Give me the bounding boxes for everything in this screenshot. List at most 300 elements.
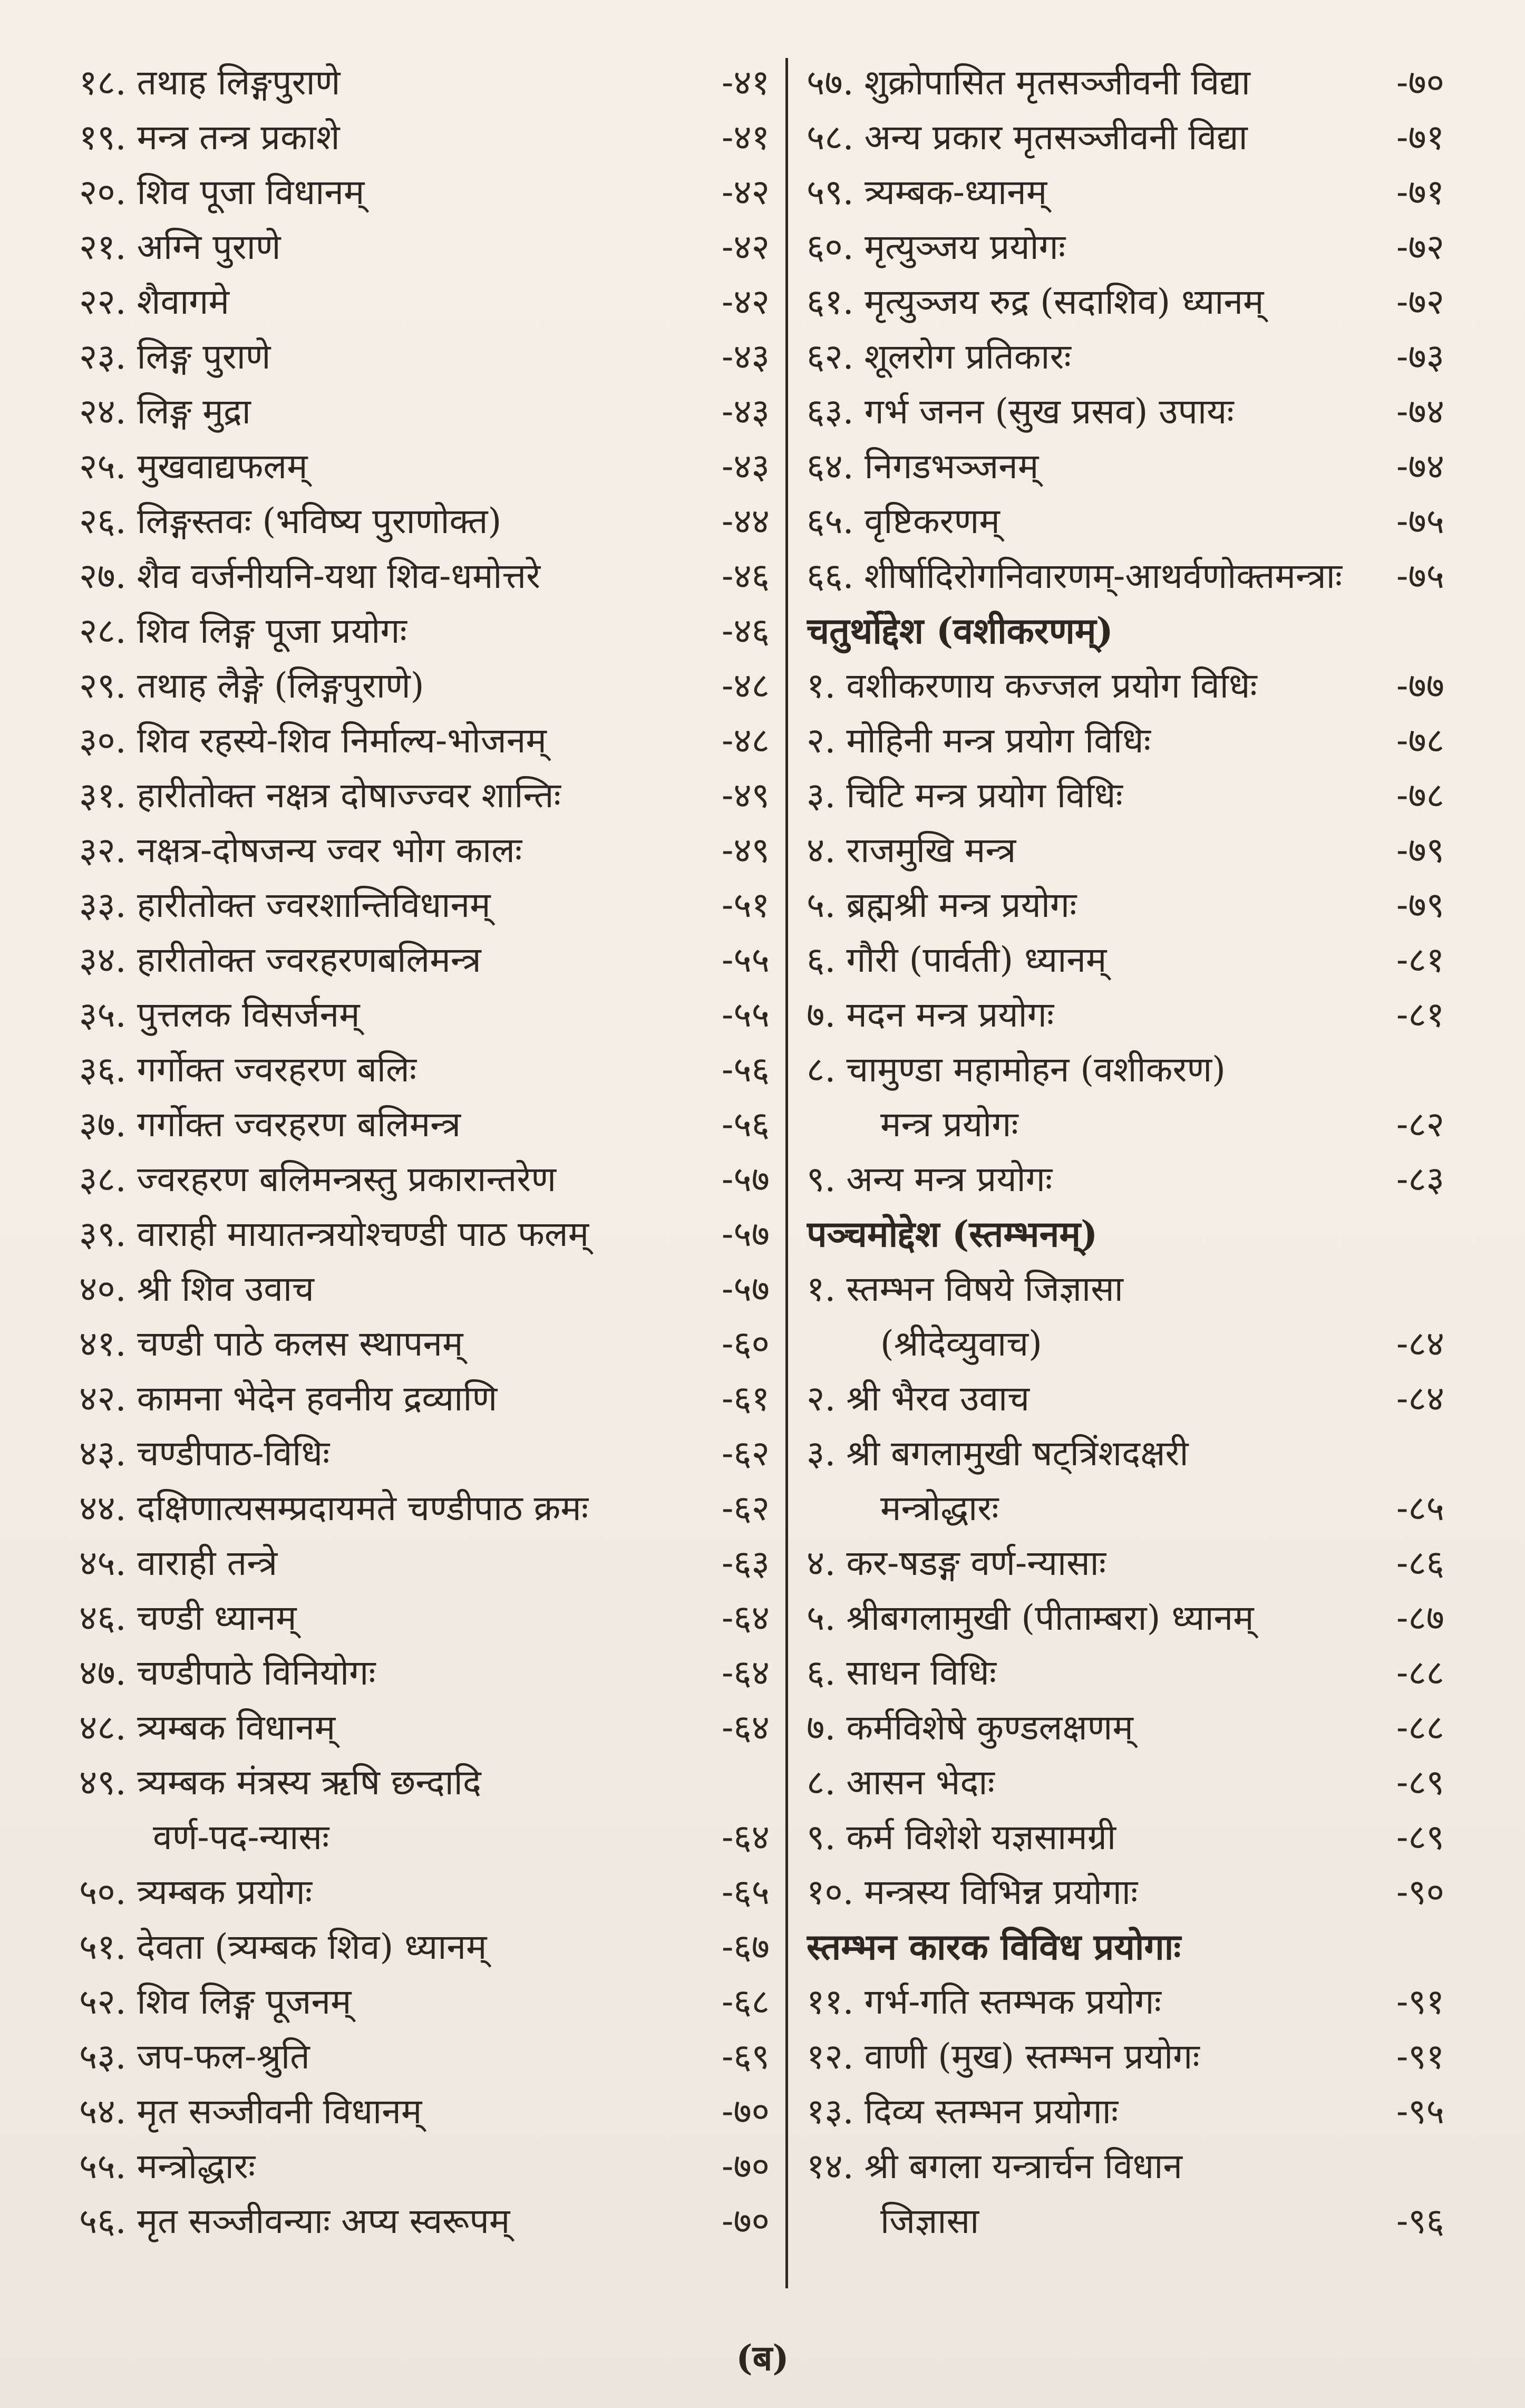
toc-entry-number: १०.	[807, 1872, 854, 1912]
toc-entry-title: राजमुखि मन्त्र	[846, 830, 1016, 871]
toc-entry-title: हारीतोक्त ज्वरहरणबलिमन्त्र	[137, 940, 481, 980]
toc-entry-page: -८१	[1396, 940, 1444, 980]
toc-entry	[807, 1042, 1444, 1097]
toc-entry-title: लिङ्ग पुराणे	[137, 336, 271, 377]
toc-entry-number: ४६.	[79, 1598, 127, 1638]
toc-entry-page: -८९	[1396, 1762, 1444, 1803]
toc-entry-title: कर-षडङ्ग वर्ण-न्यासाः	[846, 1543, 1106, 1583]
toc-entry-page: -७१	[1396, 172, 1444, 212]
toc-entry-title: कर्म विशेशे यज्ञसामग्री	[846, 1817, 1116, 1858]
toc-entry-page: -६०	[722, 1323, 770, 1364]
toc-entry-number: ९.	[807, 1817, 836, 1858]
toc-entry-title: श्री भैरव उवाच	[846, 1378, 1030, 1419]
toc-entry-title: मदन मन्त्र प्रयोगः	[846, 994, 1054, 1035]
toc-entry-title: चण्डीपाठ-विधिः	[137, 1433, 330, 1474]
toc-entry-page: -७०	[722, 2146, 770, 2187]
toc-entry-page: -७२	[1396, 282, 1444, 322]
toc-entry-page: -५१	[722, 885, 770, 925]
toc-entry-page: -७८	[1396, 775, 1444, 816]
toc-entry	[79, 165, 770, 220]
toc-entry-title: शिव लिङ्ग पूजनम्	[137, 1981, 352, 2022]
toc-entry	[79, 1371, 770, 1426]
toc-entry	[807, 768, 1444, 823]
toc-entry-page: -८२	[1396, 1104, 1444, 1145]
toc-entry-page: -८५	[1396, 1488, 1444, 1529]
toc-entry-title: ज्वरहरण बलिमन्त्रस्तु प्रकारान्तरेण	[137, 1159, 557, 1200]
toc-entry-title: पुत्तलक विसर्जनम्	[137, 994, 360, 1035]
toc-entry-number: ११.	[807, 1981, 854, 2022]
toc-entry-page: -९१	[1396, 2036, 1444, 2077]
toc-entry-title: मृत सञ्जीवनी विधानम्	[137, 2091, 422, 2132]
toc-entry-number: ६२.	[807, 336, 854, 377]
toc-entry-number: ६१.	[807, 282, 854, 322]
toc-entry	[79, 110, 770, 165]
toc-entry-number: ३७.	[79, 1104, 127, 1145]
toc-entry-page: -७९	[1396, 830, 1444, 871]
toc-entry-title: शिव रहस्ये-शिव निर्माल्य-भोजनम्	[137, 720, 547, 761]
toc-entry	[79, 1646, 770, 1700]
toc-entry	[807, 1481, 1444, 1536]
toc-entry-title: अग्नि पुराणे	[137, 227, 281, 267]
toc-entry-page: -६४	[722, 1598, 770, 1638]
toc-entry	[79, 1700, 770, 1755]
toc-entry-title: (श्रीदेव्युवाच)	[880, 1323, 1042, 1364]
toc-entry	[79, 439, 770, 494]
toc-entry	[79, 1975, 770, 2029]
toc-entry-number: २.	[807, 720, 836, 761]
toc-entry-number: ६०.	[807, 227, 854, 267]
toc-entry-page: -७५	[1396, 501, 1444, 541]
toc-entry-title: मन्त्रोद्धारः	[137, 2146, 256, 2187]
toc-entry-title: चामुण्डा महामोहन (वशीकरण)	[846, 1049, 1226, 1090]
toc-entry	[807, 1810, 1444, 1865]
toc-entry-title: श्री बगला यन्त्रार्चन विधान	[864, 2146, 1182, 2187]
toc-entry-number: ४२.	[79, 1378, 127, 1419]
toc-entry-page: -९५	[1396, 2091, 1444, 2132]
toc-entry-title: मन्त्रोद्धारः	[880, 1488, 999, 1529]
toc-entry	[807, 220, 1444, 275]
toc-entry-title: देवता (त्र्यम्बक शिव) ध्यानम्	[137, 1927, 487, 1967]
toc-entry-page: -४८	[722, 720, 770, 761]
toc-entry-page: -८९	[1396, 1817, 1444, 1858]
toc-entry-number: ४७.	[79, 1652, 127, 1693]
toc-entry	[807, 2029, 1444, 2084]
toc-entry	[79, 275, 770, 330]
toc-entry-number: ८.	[807, 1049, 836, 1090]
toc-entry	[79, 220, 770, 275]
toc-entry	[79, 494, 770, 549]
toc-entry-number: ५०.	[79, 1872, 127, 1912]
toc-entry-number: १३.	[807, 2091, 854, 2132]
toc-entry-title: तथाह लिङ्गपुराणे	[137, 62, 341, 103]
toc-entry-page: -८८	[1396, 1652, 1444, 1693]
toc-entry-title: शैव वर्जनीयनि-यथा शिव-धमोत्तरे	[137, 556, 541, 596]
toc-entry-number: ७.	[807, 1707, 836, 1748]
toc-entry-page: -८१	[1396, 994, 1444, 1035]
toc-entry	[79, 604, 770, 659]
toc-entry-page: -७०	[722, 2201, 770, 2241]
toc-entry	[807, 1755, 1444, 1810]
toc-entry-number: ६.	[807, 1652, 836, 1693]
toc-entry-number: ४१.	[79, 1323, 127, 1364]
toc-entry-number: २७.	[79, 556, 127, 596]
section-heading	[807, 1920, 1444, 1975]
toc-entry	[79, 330, 770, 384]
toc-entry	[807, 659, 1444, 713]
toc-entry-number: २८.	[79, 611, 127, 651]
column-divider	[785, 58, 788, 2288]
toc-entry-title: मन्त्र प्रयोगः	[880, 1104, 1018, 1145]
toc-entry-title: चण्डी पाठे कलस स्थापनम्	[137, 1323, 463, 1364]
toc-entry	[807, 275, 1444, 330]
toc-entry	[79, 988, 770, 1042]
toc-entry-number: ५८.	[807, 117, 854, 158]
toc-entry-title: जप-फल-श्रुति	[137, 2036, 310, 2077]
toc-entry-page: -७२	[1396, 227, 1444, 267]
toc-entry-title: स्तम्भन विषये जिज्ञासा	[846, 1269, 1123, 1309]
section-heading-text: स्तम्भन कारक विविध प्रयोगाः	[807, 1926, 1181, 1968]
toc-entry	[807, 878, 1444, 933]
toc-entry-number: ५६.	[79, 2201, 127, 2241]
toc-entry-number: ५१.	[79, 1927, 127, 1967]
toc-entry-page: -७१	[1396, 117, 1444, 158]
toc-entry	[79, 1810, 770, 1865]
toc-entry-number: ४८.	[79, 1707, 127, 1748]
toc-entry-page: -७०	[722, 2091, 770, 2132]
toc-entry-number: ६४.	[807, 446, 854, 487]
toc-entry-number: ४३.	[79, 1433, 127, 1474]
toc-entry	[79, 1042, 770, 1097]
toc-entry-page: -४९	[722, 830, 770, 871]
toc-entry-title: कर्मविशेषे कुण्डलक्षणम्	[846, 1707, 1133, 1748]
toc-entry-number: ४०.	[79, 1269, 127, 1309]
toc-entry	[79, 933, 770, 988]
toc-entry-number: ४९.	[79, 1762, 127, 1803]
toc-entry-page: -६१	[722, 1378, 770, 1419]
toc-entry	[807, 330, 1444, 384]
toc-entry-title: साधन विधिः	[846, 1652, 997, 1693]
toc-entry	[807, 1262, 1444, 1317]
toc-entry-page: -४४	[722, 501, 770, 541]
toc-entry-title: गर्भ जनन (सुख प्रसव) उपायः	[864, 391, 1234, 432]
toc-entry-title: वशीकरणाय कज्जल प्रयोग विधिः	[846, 665, 1257, 706]
toc-entry-page: -९६	[1396, 2201, 1444, 2241]
toc-entry	[807, 933, 1444, 988]
toc-entry-page: -५७	[722, 1269, 770, 1309]
toc-entry-page: -४२	[722, 172, 770, 212]
toc-entry-number: ५२.	[79, 1981, 127, 2022]
toc-entry-title: मुखवाद्यफलम्	[137, 446, 308, 487]
toc-entry	[807, 1371, 1444, 1426]
toc-entry-page: -६९	[722, 2036, 770, 2077]
toc-entry-title: मन्त्रस्य विभिन्न प्रयोगाः	[864, 1872, 1138, 1912]
toc-entry	[79, 1481, 770, 1536]
section-heading	[807, 1207, 1444, 1262]
toc-entry	[807, 1700, 1444, 1755]
toc-entry	[807, 1536, 1444, 1591]
toc-entry-number: १९.	[79, 117, 127, 158]
toc-entry-number: १४.	[807, 2146, 854, 2187]
toc-entry-number: १.	[807, 1269, 836, 1309]
toc-entry-page: -४१	[722, 117, 770, 158]
toc-entry-page: -७४	[1396, 446, 1444, 487]
toc-entry	[79, 768, 770, 823]
toc-entry-number: ३४.	[79, 940, 127, 980]
section-heading-text: पञ्चमोद्देश (स्तम्भनम्)	[807, 1213, 1098, 1255]
toc-entry-page: -७८	[1396, 720, 1444, 761]
toc-entry-number: ९.	[807, 1159, 836, 1200]
toc-entry	[807, 1152, 1444, 1207]
toc-entry	[807, 823, 1444, 878]
toc-entry-page: -४३	[722, 336, 770, 377]
toc-entry	[807, 713, 1444, 768]
toc-entry	[79, 384, 770, 439]
toc-entry	[807, 384, 1444, 439]
toc-entry	[79, 659, 770, 713]
toc-entry	[79, 1262, 770, 1317]
toc-entry-page: -७४	[1396, 391, 1444, 432]
toc-entry	[79, 1591, 770, 1646]
toc-entry-title: श्रीबगलामुखी (पीताम्बरा) ध्यानम्	[846, 1598, 1254, 1638]
toc-entry-number: ४५.	[79, 1543, 127, 1583]
section-heading	[807, 604, 1444, 659]
toc-entry	[807, 2139, 1444, 2194]
toc-entry-title: वर्ण-पद-न्यासः	[153, 1817, 329, 1858]
toc-entry-title: ब्रह्मश्री मन्त्र प्रयोगः	[846, 885, 1077, 925]
toc-left-column	[79, 55, 770, 2249]
toc-entry-page: -६५	[722, 1872, 770, 1912]
toc-entry-page: -६४	[722, 1817, 770, 1858]
toc-entry-number: ६६.	[807, 556, 854, 596]
toc-entry-title: शूलरोग प्रतिकारः	[864, 336, 1071, 377]
toc-entry-number: ३१.	[79, 775, 127, 816]
toc-entry-title: दक्षिणात्यसम्प्रदायमते चण्डीपाठ क्रमः	[137, 1488, 589, 1529]
toc-entry	[807, 494, 1444, 549]
toc-entry-page: -८४	[1396, 1323, 1444, 1364]
toc-entry-number: ३.	[807, 1433, 836, 1474]
toc-entry	[807, 2084, 1444, 2139]
toc-entry-title: त्र्यम्बक-ध्यानम्	[864, 172, 1047, 212]
toc-entry	[807, 988, 1444, 1042]
toc-entry-title: निगडभञ्जनम्	[864, 446, 1039, 487]
toc-entry-title: अन्य मन्त्र प्रयोगः	[846, 1159, 1053, 1200]
toc-entry-title: शिव पूजा विधानम्	[137, 172, 365, 212]
toc-entry-number: ५३.	[79, 2036, 127, 2077]
toc-entry-title: हारीतोक्त नक्षत्र दोषाज्ज्वर शान्तिः	[137, 775, 561, 816]
toc-entry	[79, 1317, 770, 1371]
toc-entry-title: गौरी (पार्वती) ध्यानम्	[846, 940, 1107, 980]
toc-entry-number: ५.	[807, 1598, 836, 1638]
toc-entry-page: -६२	[722, 1488, 770, 1529]
toc-entry-number: ५४.	[79, 2091, 127, 2132]
toc-entry-title: गर्गोक्त ज्वरहरण बलिः	[137, 1049, 417, 1090]
toc-entry-title: शैवागमे	[137, 282, 229, 322]
toc-entry-page: -७०	[1396, 62, 1444, 103]
toc-entry-title: वृष्टिकरणम्	[864, 501, 1000, 541]
toc-entry-number: २९.	[79, 665, 127, 706]
toc-entry-page: -७९	[1396, 885, 1444, 925]
toc-entry-title: वाराही मायातन्त्रयोश्चण्डी पाठ फलम्	[137, 1214, 589, 1254]
toc-entry-page: -४३	[722, 446, 770, 487]
toc-entry-page: -८८	[1396, 1707, 1444, 1748]
toc-entry-title: जिज्ञासा	[880, 2201, 979, 2241]
toc-entry-number: ३३.	[79, 885, 127, 925]
toc-entry-number: ३९.	[79, 1214, 127, 1254]
toc-entry	[807, 2194, 1444, 2249]
toc-entry-title: चण्डी ध्यानम्	[137, 1598, 297, 1638]
toc-entry-number: ५९.	[807, 172, 854, 212]
toc-entry-number: ४.	[807, 830, 836, 871]
toc-entry-number: ६५.	[807, 501, 854, 541]
toc-entry-number: २५.	[79, 446, 127, 487]
toc-entry-page: -६३	[722, 1543, 770, 1583]
toc-entry-title: शिव लिङ्ग पूजा प्रयोगः	[137, 611, 407, 651]
toc-entry-number: ३.	[807, 775, 836, 816]
toc-entry-title: शीर्षादिरोगनिवारणम्-आथर्वणोक्तमन्त्राः	[864, 556, 1343, 596]
toc-entry	[807, 1646, 1444, 1700]
toc-entry-title: नक्षत्र-दोषजन्य ज्वर भोग कालः	[137, 830, 522, 871]
toc-entry-title: चण्डीपाठे विनियोगः	[137, 1652, 376, 1693]
toc-entry	[79, 549, 770, 604]
toc-entry	[79, 1426, 770, 1481]
toc-entry	[79, 713, 770, 768]
toc-entry-number: ६३.	[807, 391, 854, 432]
toc-entry-number: १२.	[807, 2036, 854, 2077]
toc-entry-title: श्री शिव उवाच	[137, 1269, 314, 1309]
toc-entry-page: -५६	[722, 1049, 770, 1090]
toc-entry-number: २.	[807, 1378, 836, 1419]
toc-entry-number: २३.	[79, 336, 127, 377]
toc-entry	[79, 1755, 770, 1810]
toc-entry-page: -४८	[722, 665, 770, 706]
toc-entry	[79, 1865, 770, 1920]
toc-entry-page: -६७	[722, 1927, 770, 1967]
toc-entry-title: चिटि मन्त्र प्रयोग विधिः	[846, 775, 1123, 816]
toc-entry	[79, 1536, 770, 1591]
toc-entry-page: -७३	[1396, 336, 1444, 377]
toc-entry-number: ६.	[807, 940, 836, 980]
toc-entry	[79, 878, 770, 933]
toc-entry-page: -४२	[722, 282, 770, 322]
toc-entry-title: गर्भ-गति स्तम्भक प्रयोगः	[864, 1981, 1161, 2022]
toc-entry-page: -७५	[1396, 556, 1444, 596]
toc-entry-page: -५६	[722, 1104, 770, 1145]
toc-entry-page: -६४	[722, 1652, 770, 1693]
toc-entry-title: मृत्युञ्जय रुद्र (सदाशिव) ध्यानम्	[864, 282, 1264, 322]
toc-entry-page: -५७	[722, 1214, 770, 1254]
toc-entry-number: ४.	[807, 1543, 836, 1583]
toc-entry	[807, 1317, 1444, 1371]
toc-entry-page: -८७	[1396, 1598, 1444, 1638]
toc-entry-page: -४६	[722, 556, 770, 596]
toc-entry-page: -४९	[722, 775, 770, 816]
toc-entry	[807, 1865, 1444, 1920]
toc-entry-number: ३६.	[79, 1049, 127, 1090]
toc-entry-page: -४६	[722, 611, 770, 651]
toc-entry-number: १.	[807, 665, 836, 706]
toc-entry	[807, 1097, 1444, 1152]
toc-entry-title: गर्गोक्त ज्वरहरण बलिमन्त्र	[137, 1104, 461, 1145]
toc-entry	[79, 2029, 770, 2084]
toc-entry-title: लिङ्ग मुद्रा	[137, 391, 251, 432]
toc-entry-number: २१.	[79, 227, 127, 267]
toc-entry-page: -४२	[722, 227, 770, 267]
toc-entry-page: -७७	[1396, 665, 1444, 706]
toc-entry	[79, 2084, 770, 2139]
toc-entry-page: -६४	[722, 1707, 770, 1748]
toc-entry	[79, 1152, 770, 1207]
toc-entry-page: -९१	[1396, 1981, 1444, 2022]
toc-entry-page: -४१	[722, 62, 770, 103]
toc-entry-title: मृत सञ्जीवन्याः अप्य स्वरूपम्	[137, 2201, 510, 2241]
toc-entry	[807, 439, 1444, 494]
toc-entry-page: -८६	[1396, 1543, 1444, 1583]
toc-entry	[79, 2194, 770, 2249]
toc-entry-page: -८४	[1396, 1378, 1444, 1419]
toc-entry-title: दिव्य स्तम्भन प्रयोगाः	[864, 2091, 1119, 2132]
toc-entry-page: -९०	[1396, 1872, 1444, 1912]
toc-entry	[807, 165, 1444, 220]
toc-entry-number: २६.	[79, 501, 127, 541]
toc-entry	[807, 1426, 1444, 1481]
toc-entry	[79, 2139, 770, 2194]
toc-entry-number: २०.	[79, 172, 127, 212]
toc-entry-title: शुक्रोपासित मृतसञ्जीवनी विद्या	[864, 62, 1250, 103]
toc-entry-number: २२.	[79, 282, 127, 322]
toc-entry	[79, 1097, 770, 1152]
toc-entry-title: मोहिनी मन्त्र प्रयोग विधिः	[846, 720, 1151, 761]
toc-entry-number: ३०.	[79, 720, 127, 761]
toc-entry-title: तथाह लैङ्गे (लिङ्गपुराणे)	[137, 665, 424, 706]
toc-entry	[807, 110, 1444, 165]
toc-entry-title: वाणी (मुख) स्तम्भन प्रयोगः	[864, 2036, 1200, 2077]
toc-entry	[807, 1591, 1444, 1646]
toc-entry-title: त्र्यम्बक प्रयोगः	[137, 1872, 313, 1912]
toc-entry-number: ८.	[807, 1762, 836, 1803]
section-heading-text: चतुर्थोद्देश (वशीकरणम्)	[807, 610, 1113, 652]
toc-entry-page: -५५	[722, 940, 770, 980]
toc-entry-number: ३२.	[79, 830, 127, 871]
toc-entry-title: आसन भेदाः	[846, 1762, 995, 1803]
toc-entry-number: ५७.	[807, 62, 854, 103]
toc-entry-number: ७.	[807, 994, 836, 1035]
toc-entry-title: वाराही तन्त्रे	[137, 1543, 278, 1583]
toc-entry-title: कामना भेदेन हवनीय द्रव्याणि	[137, 1378, 498, 1419]
toc-entry-number: ५.	[807, 885, 836, 925]
toc-right-column	[807, 55, 1444, 2249]
toc-entry-number: ५५.	[79, 2146, 127, 2187]
toc-entry	[807, 1975, 1444, 2029]
toc-entry-number: २४.	[79, 391, 127, 432]
toc-entry-page: -६८	[722, 1981, 770, 2022]
toc-entry	[79, 823, 770, 878]
toc-entry	[79, 1207, 770, 1262]
toc-entry	[807, 549, 1444, 604]
toc-entry-title: अन्य प्रकार मृतसञ्जीवनी विद्या	[864, 117, 1248, 158]
toc-entry-number: ३८.	[79, 1159, 127, 1200]
toc-entry-number: ३५.	[79, 994, 127, 1035]
toc-entry-number: ४४.	[79, 1488, 127, 1529]
toc-entry	[79, 1920, 770, 1975]
toc-entry-page: -५७	[722, 1159, 770, 1200]
toc-entry-title: त्र्यम्बक विधानम्	[137, 1707, 336, 1748]
toc-entry-number: १८.	[79, 62, 127, 103]
toc-entry-title: लिङ्गस्तवः (भविष्य पुराणोक्त)	[137, 501, 502, 541]
toc-entry-title: श्री बगलामुखी षट्त्रिंशदक्षरी	[846, 1433, 1189, 1474]
toc-entry-title: मन्त्र तन्त्र प्रकाशे	[137, 117, 340, 158]
toc-entry-page: -८३	[1396, 1159, 1444, 1200]
toc-entry-page: -५५	[722, 994, 770, 1035]
